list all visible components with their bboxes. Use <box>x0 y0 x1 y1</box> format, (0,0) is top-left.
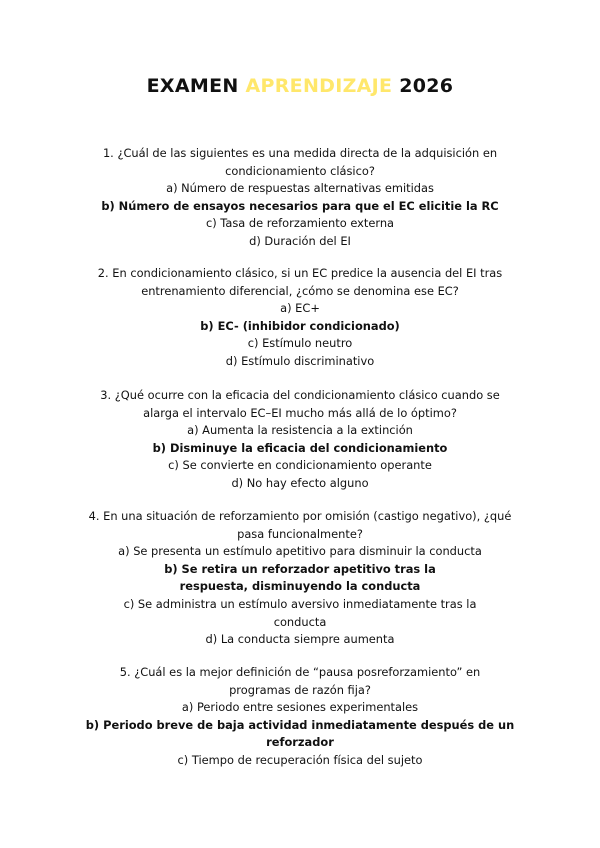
question-2 <box>0 265 600 371</box>
option-text: Aumenta la resistencia a la extinción <box>202 423 413 438</box>
option-letter: a) <box>166 181 178 196</box>
option-c <box>110 596 490 631</box>
option-text: La conducta siempre aumenta <box>220 632 395 647</box>
option-a <box>0 699 600 717</box>
option-d <box>0 475 600 493</box>
question-number: 2. <box>97 266 109 280</box>
option-letter: d) <box>231 475 244 490</box>
question-stem <box>100 664 500 699</box>
option-text: Periodo entre sesiones experimentales <box>196 700 419 715</box>
option-letter: b) <box>85 717 100 732</box>
question-1 <box>0 145 600 251</box>
page-title <box>0 75 600 97</box>
question-text: ¿Cuál es la mejor definición de “pausa posreforzamiento” en programas de razón fija? <box>134 665 481 697</box>
option-letter: c) <box>205 216 217 231</box>
question-3 <box>0 387 600 493</box>
option-b-correct <box>0 318 600 336</box>
question-text: En una situación de reforzamiento por omisión (castigo negativo), ¿qué pasa funcionalmente? <box>103 509 512 541</box>
question-number: 3. <box>100 388 112 402</box>
option-letter: c) <box>247 336 259 351</box>
question-number: 5. <box>119 665 131 679</box>
title-word-aprendizaje: APRENDIZAJE <box>245 75 393 97</box>
option-text: Periodo breve de baja actividad inmediatamente después de un reforzador <box>103 717 515 750</box>
option-letter: b) <box>152 440 167 455</box>
option-a <box>0 543 600 561</box>
question-5 <box>0 664 600 770</box>
option-b-correct <box>70 717 530 752</box>
question-4 <box>0 508 600 649</box>
option-a <box>0 422 600 440</box>
option-d <box>0 233 600 251</box>
option-text: Se presenta un estímulo apetitivo para disminuir la conducta <box>133 544 482 559</box>
option-a <box>0 300 600 318</box>
option-text: Tasa de reforzamiento externa <box>220 216 395 231</box>
question-text: En condicionamiento clásico, si un EC predice la ausencia del EI tras entrenamiento diferencial, ¿cómo se denomina ese EC? <box>112 266 503 298</box>
title-year: 2026 <box>399 75 454 97</box>
option-c <box>0 335 600 353</box>
option-letter: a) <box>118 544 130 559</box>
option-d <box>0 353 600 371</box>
option-letter: a) <box>280 301 292 316</box>
option-letter: b) <box>200 318 214 333</box>
option-c <box>0 752 600 770</box>
option-letter: c) <box>177 752 189 767</box>
option-text: EC- (inhibidor condicionado) <box>217 318 400 333</box>
option-text: No hay efecto alguno <box>246 475 369 490</box>
option-b-correct <box>130 561 470 596</box>
option-text: EC+ <box>295 301 320 316</box>
option-b-correct <box>0 198 600 216</box>
option-letter: b) <box>101 198 115 213</box>
option-text: Número de ensayos necesarios para que el EC elicitie la RC <box>118 198 499 213</box>
question-text: ¿Cuál de las siguientes es una medida directa de la adquisición en condicionamiento clásico? <box>117 146 498 178</box>
option-letter: d) <box>225 353 238 368</box>
option-text: Se convierte en condicionamiento operante <box>182 458 432 473</box>
option-letter: d) <box>205 632 218 647</box>
question-number: 4. <box>88 509 100 523</box>
option-letter: a) <box>187 423 199 438</box>
option-c <box>0 457 600 475</box>
title-word-examen: EXAMEN <box>146 75 239 97</box>
option-letter: a) <box>181 700 194 715</box>
option-letter: c) <box>123 596 135 611</box>
option-text: Se administra un estímulo aversivo inmediatamente tras la conducta <box>137 596 477 629</box>
option-text: Estímulo discriminativo <box>241 353 375 368</box>
question-number: 1. <box>102 146 114 160</box>
option-letter: d) <box>249 233 261 248</box>
option-letter: c) <box>168 458 179 473</box>
question-stem <box>95 145 505 180</box>
question-stem <box>85 387 515 422</box>
question-text: ¿Qué ocurre con la eficacia del condicionamiento clásico cuando se alarga el intervalo EC–EI mucho más allá de lo óptimo? <box>114 388 500 420</box>
option-text: Se retira un reforzador apetitivo tras la respuesta, disminuyendo la conducta <box>179 561 436 594</box>
option-text: Estímulo neutro <box>262 336 353 351</box>
question-stem <box>90 265 510 300</box>
option-d <box>0 631 600 649</box>
option-text: Disminuye la eficacia del condicionamiento <box>169 440 448 455</box>
option-c <box>0 215 600 233</box>
option-a <box>0 180 600 198</box>
option-letter: b) <box>164 561 178 576</box>
option-b-correct <box>0 440 600 458</box>
option-text: Número de respuestas alternativas emitidas <box>181 181 434 196</box>
option-text: Duración del EI <box>264 233 351 248</box>
option-text: Tiempo de recuperación física del sujeto <box>191 752 423 767</box>
question-stem <box>80 508 520 543</box>
